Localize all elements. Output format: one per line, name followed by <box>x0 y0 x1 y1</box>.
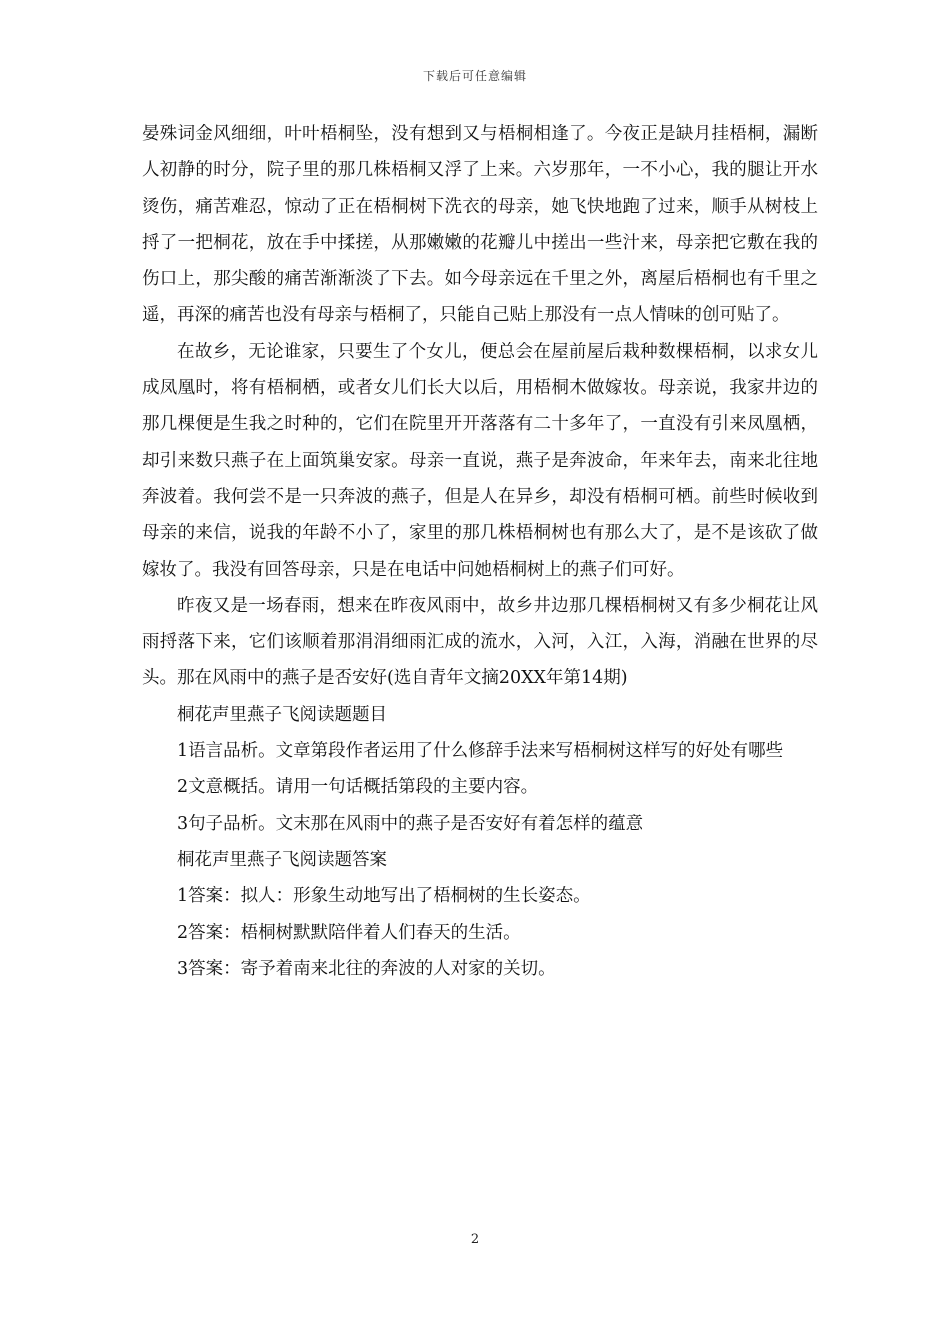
answer-3: 3答案：寄予着南来北往的奔波的人对家的关切。 <box>177 958 556 979</box>
answer-2: 2答案：梧桐树默默陪伴着人们春天的生活。 <box>177 922 521 943</box>
document-body <box>142 116 818 987</box>
paragraph-3: 昨夜又是一场春雨，想来在昨夜风雨中，故乡井边那几棵梧桐树又有多少桐花让风雨捋落下来，它们该顺着那涓涓细雨汇成的流水，入河，入江，入海，消融在世界的尽头。那在风雨中的燕子是否安好(选自青年文摘20XX年第14期) <box>142 595 818 689</box>
page-number: 2 <box>470 1232 480 1247</box>
paragraph-1: 晏殊词金风细细，叶叶梧桐坠，没有想到又与梧桐相逢了。今夜正是缺月挂梧桐，漏断人初静的时分，院子里的那几株梧桐又浮了上来。六岁那年，一不小心，我的腿让开水烫伤，痛苦难忍，惊动了正在梧桐树下洗衣的母亲，她飞快地跑了过来，顺手从树枝上捋了一把桐花，放在手中揉搓，从那嫩嫩的花瓣儿中搓出一些汁来，母亲把它敷在我的伤口上，那尖酸的痛苦渐渐淡了下去。如今母亲远在千里之外，离屋后梧桐也有千里之遥，再深的痛苦也没有母亲与梧桐了，只能自己贴上那没有一点人情味的创可贴了。 <box>142 124 818 326</box>
question-2: 2文意概括。请用一句话概括第段的主要内容。 <box>177 777 539 798</box>
question-1: 1语言品析。文章第段作者运用了什么修辞手法来写梧桐树这样写的好处有哪些 <box>177 741 784 762</box>
page-header: 下载后可任意编辑 <box>422 69 527 83</box>
answer-1: 1答案：拟人：形象生动地写出了梧桐树的生长姿态。 <box>177 886 591 907</box>
answers-heading: 桐花声里燕子飞阅读题答案 <box>177 849 387 870</box>
questions-heading: 桐花声里燕子飞阅读题题目 <box>177 704 387 725</box>
question-3: 3句子品析。文末那在风雨中的燕子是否安好有着怎样的蕴意 <box>177 813 644 834</box>
paragraph-2: 在故乡，无论谁家，只要生了个女儿，便总会在屋前屋后栽种数棵梧桐，以求女儿成凤凰时，将有梧桐栖，或者女儿们长大以后，用梧桐木做嫁妆。母亲说，我家井边的那几棵便是生我之时种的，它们在院里开开落落有二十多年了，一直没有引来凤凰栖，却引来数只燕子在上面筑巢安家。母亲一直说，燕子是奔波命，年来年去，南来北往地奔波着。我何尝不是一只奔波的燕子，但是人在异乡，却没有梧桐可栖。前些时候收到母亲的来信，说我的年龄不小了，家里的那几株梧桐树也有那么大了，是不是该砍了做嫁妆了。我没有回答母亲，只是在电话中问她梧桐树上的燕子们可好。 <box>142 341 818 580</box>
